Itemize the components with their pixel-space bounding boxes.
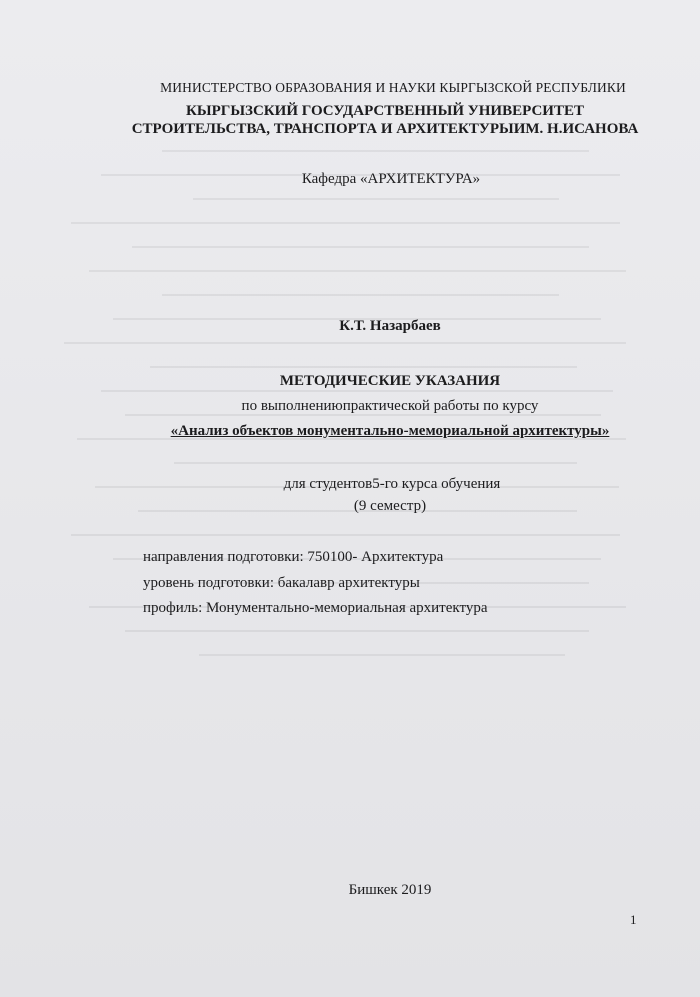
ministry-heading: МИНИСТЕРСТВО ОБРАЗОВАНИЯ И НАУКИ КЫРГЫЗСКОЙ РЕСПУБЛИКИ <box>160 80 626 95</box>
document-subtitle: по выполнениюпрактической работы по курсу <box>241 398 539 414</box>
department-name: Кафедра «АРХИТЕКТУРА» <box>301 171 481 187</box>
bleed-through-texture <box>40 150 650 910</box>
city-year: Бишкек 2019 <box>348 882 432 898</box>
target-students: для студентов5-го курса обучения <box>283 476 501 492</box>
university-name-line1: КЫРГЫЗСКИЙ ГОСУДАРСТВЕННЫЙ УНИВЕРСИТЕТ <box>186 103 584 119</box>
university-name-line2: СТРОИТЕЛЬСТВА, ТРАНСПОРТА И АРХИТЕКТУРЫИМ. Н.ИСАНОВА <box>131 121 639 137</box>
training-level: уровень подготовки: бакалавр архитектуры <box>143 575 420 591</box>
training-direction: направления подготовки: 750100- Архитектура <box>143 549 444 565</box>
semester: (9 семестр) <box>353 498 427 514</box>
author-name: К.Т. Назарбаев <box>339 318 441 334</box>
course-name: «Анализ объектов монументально-мемориальной архитектуры» <box>170 423 610 439</box>
document-title: МЕТОДИЧЕСКИЕ УКАЗАНИЯ <box>279 373 501 389</box>
page-number: 1 <box>630 912 637 927</box>
training-profile: профиль: Монументально-мемориальная архитектура <box>143 600 488 616</box>
